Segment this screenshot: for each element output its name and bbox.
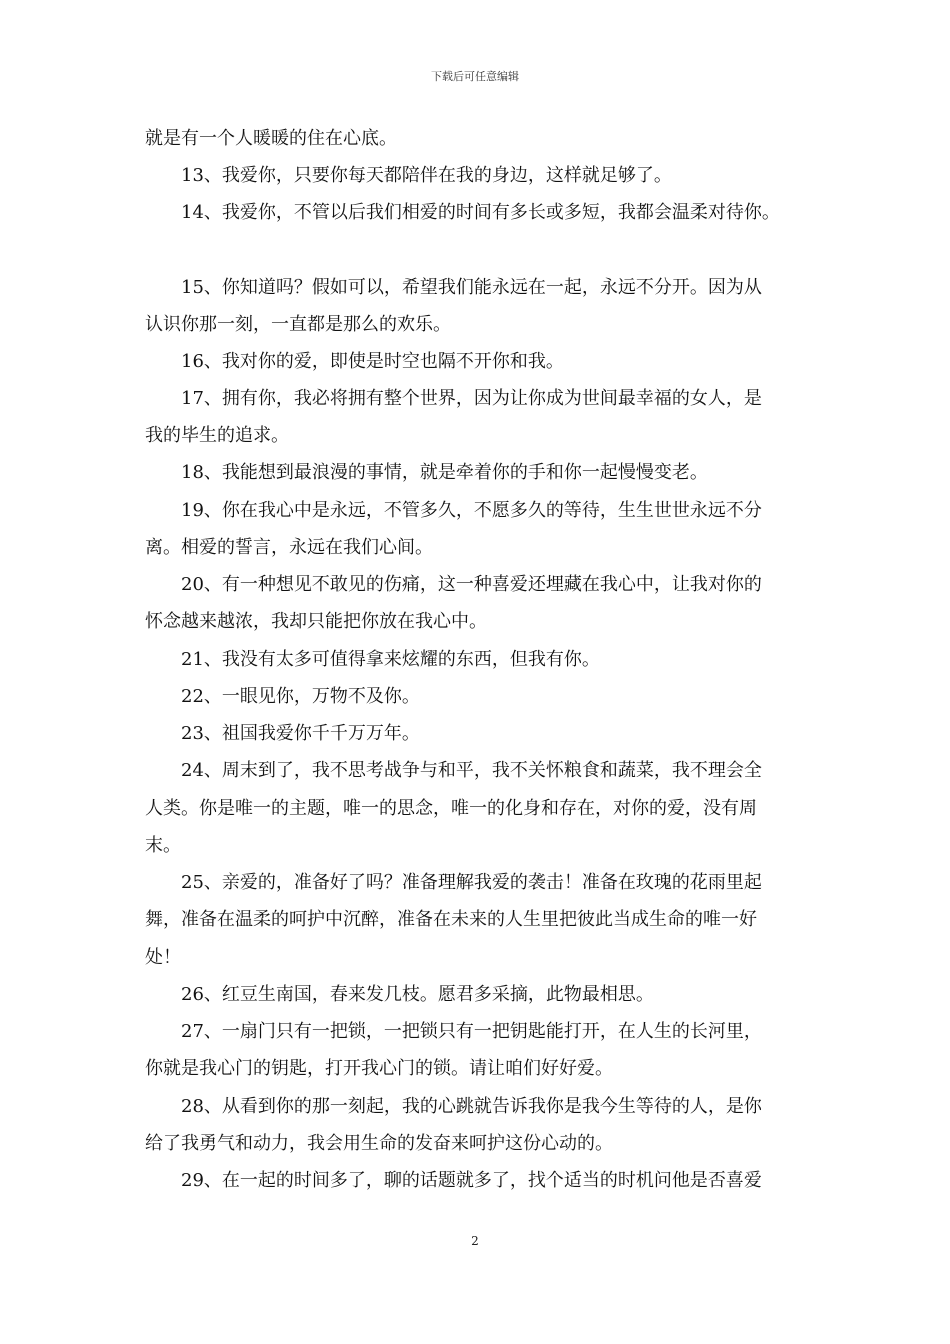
body-line: 24、周末到了，我不思考战争与和平，我不关怀粮食和蔬菜，我不理会全 [181, 760, 762, 781]
body-line: 人类。你是唯一的主题，唯一的思念，唯一的化身和存在，对你的爱，没有周 [145, 798, 757, 819]
body-line: 16、我对你的爱，即使是时空也隔不开你和我。 [181, 351, 564, 372]
body-line: 28、从看到你的那一刻起，我的心跳就告诉我你是我今生等待的人，是你 [181, 1096, 762, 1117]
body-line: 29、在一起的时间多了，聊的话题就多了，找个适当的时机问他是否喜爱 [181, 1170, 762, 1191]
body-line: 17、拥有你，我必将拥有整个世界，因为让你成为世间最幸福的女人，是 [181, 388, 762, 409]
body-line: 26、红豆生南国，春来发几枝。愿君多采摘，此物最相思。 [181, 984, 654, 1005]
body-line: 舞，准备在温柔的呵护中沉醉，准备在未来的人生里把彼此当成生命的唯一好 [145, 909, 757, 930]
body-line: 15、你知道吗？假如可以，希望我们能永远在一起，永远不分开。因为从 [181, 277, 762, 298]
body-line: 末。 [145, 835, 181, 856]
body-line: 20、有一种想见不敢见的伤痛，这一种喜爱还埋藏在我心中，让我对你的 [181, 574, 762, 595]
body-line: 我的毕生的追求。 [145, 425, 289, 446]
body-line: 23、祖国我爱你千千万万年。 [181, 723, 420, 744]
body-line: 13、我爱你，只要你每天都陪伴在我的身边，这样就足够了。 [181, 165, 672, 186]
body-line: 离。相爱的誓言，永远在我们心间。 [145, 537, 433, 558]
body-line: 19、你在我心中是永远，不管多久，不愿多久的等待，生生世世永远不分 [181, 500, 762, 521]
body-line: 认识你那一刻，一直都是那么的欢乐。 [145, 314, 451, 335]
body-line: 处！ [145, 947, 181, 968]
body-line: 27、一扇门只有一把锁，一把锁只有一把钥匙能打开，在人生的长河里， [181, 1021, 762, 1042]
body-line: 18、我能想到最浪漫的事情，就是牵着你的手和你一起慢慢变老。 [181, 462, 708, 483]
body-line: 怀念越来越浓，我却只能把你放在我心中。 [145, 611, 487, 632]
body-line: 就是有一个人暖暖的住在心底。 [145, 128, 397, 149]
body-line: 21、我没有太多可值得拿来炫耀的东西，但我有你。 [181, 649, 600, 670]
page-header: 下载后可任意编辑 [431, 70, 519, 83]
body-line: 25、亲爱的，准备好了吗？准备理解我爱的袭击！准备在玫瑰的花雨里起 [181, 872, 762, 893]
body-line: 22、一眼见你，万物不及你。 [181, 686, 420, 707]
body-line: 你就是我心门的钥匙，打开我心门的锁。请让咱们好好爱。 [145, 1058, 613, 1079]
page-number: 2 [471, 1234, 479, 1248]
body-line: 14、我爱你，不管以后我们相爱的时间有多长或多短，我都会温柔对待你。 [181, 202, 780, 223]
body-line: 给了我勇气和动力，我会用生命的发奋来呵护这份心动的。 [145, 1133, 613, 1154]
